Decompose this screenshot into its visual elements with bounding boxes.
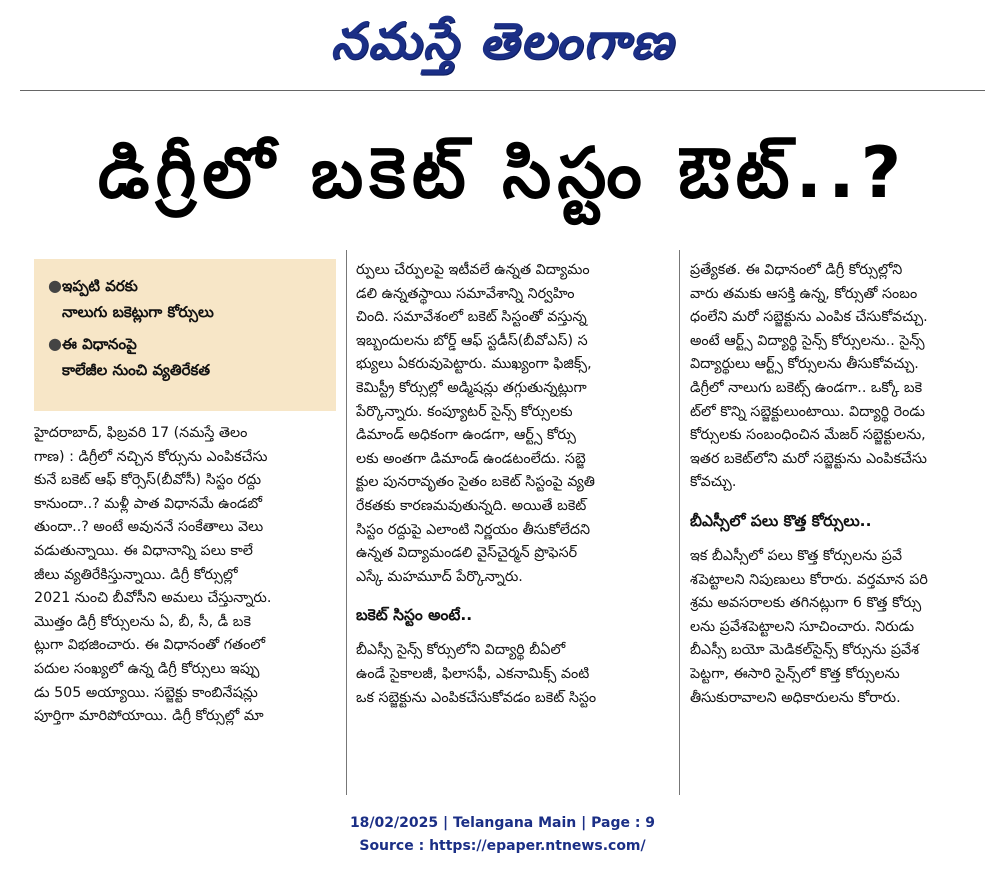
bullet-icon: ● <box>48 334 62 353</box>
body-text-line: కునే బకెట్ ఆఫ్ కోర్సెస్(బీవోసీ) సిస్టం రద్దు <box>34 472 262 489</box>
body-text-line: డు 505 అయ్యాయి. సబ్జెక్టు కాంబినేషన్లు <box>34 684 258 701</box>
body-text-line: బీఎస్సీ బయో మెడికల్‌సైన్స్ కోర్సును ప్రవేశ <box>690 642 920 659</box>
article-column-1 <box>34 422 336 729</box>
masthead-divider <box>20 90 985 91</box>
footer-info: 18/02/2025 | Telangana Main | Page : 9 <box>349 815 656 831</box>
body-text-line: ధంలేని మరో సబ్జెక్టును ఎంపిక చేసుకోవచ్చు. <box>690 309 928 326</box>
body-text-line: చింది. సమావేశంలో బకెట్ సిస్టంతో వస్తున్న <box>356 309 587 326</box>
body-text-line: పూర్తిగా మారిపోయాయి. డిగ్రీ కోర్సుల్లో మా <box>34 708 264 725</box>
body-text-line: ఇబ్బందులను బోర్డ్ ఆఫ్ స్టడీస్(బీవోఎస్) స <box>356 332 588 349</box>
bullet-icon: ● <box>48 276 62 295</box>
body-text-line: కోర్సులకు సంబంధించిన మేజర్ సబ్జెక్టులను, <box>690 427 926 444</box>
body-text-line: తుందా..? అంటే అవుననే సంకేతాలు వెలు <box>34 519 264 536</box>
body-text-line: రేకతకు కారణమవుతున్నది. అయితే బకెట్ <box>356 497 587 514</box>
body-text-line: డలి ఉన్నతస్థాయి సమావేశాన్ని నిర్వహిం <box>356 285 575 302</box>
body-text-line: ఎస్కే మహమూద్ పేర్కొన్నారు. <box>356 568 523 585</box>
highlight-item <box>48 331 326 383</box>
body-text-line: ప్రత్యేకత. ఈ విధానంలో డిగ్రీ కోర్సుల్లోని <box>690 262 903 278</box>
body-text-line: వడుతున్నాయి. ఈ విధానాన్ని పలు కాలే <box>34 542 253 559</box>
body-text-line: 2021 నుంచి బీవోసీని అమలు చేస్తున్నారు. <box>34 590 272 607</box>
body-text-line: ట్‌లో కొన్ని సబ్జెక్టులుంటాయి. విద్యార్థి రెండు <box>690 403 925 420</box>
footer-source: Source : https://epaper.ntnews.com/ <box>359 838 646 854</box>
highlight-line: ఇప్పటి వరకు <box>62 277 138 295</box>
body-text-line: జీలు వ్యతిరేకిస్తున్నాయి. డిగ్రీ కోర్సుల్లో <box>34 566 238 583</box>
body-text-line: కానుందా..? మళ్లీ పాత విధానమే ఉండబో <box>34 495 263 512</box>
body-text-line: ట్లుగా విభజించారు. ఈ విధానంతో గతంలో <box>34 637 266 654</box>
body-text-line: ఉన్నత విద్యామండలి వైస్‌చైర్మన్ ప్రొఫెసర్ <box>356 545 578 562</box>
article-column-3 <box>690 259 972 710</box>
body-text-line: పదుల సంఖ్యలో ఉన్న డిగ్రీ కోర్సులు ఇప్పు <box>34 660 260 677</box>
headline <box>0 110 1005 238</box>
body-text-line: పేర్కొన్నారు. కంప్యూటర్ సైన్స్ కోర్సులకు <box>356 403 573 420</box>
column-divider <box>346 250 347 795</box>
body-text-line: విద్యార్థులు ఆర్ట్స్ కోర్సులను తీసుకోవచ్చు. <box>690 356 919 373</box>
body-text-line: మొత్తం డిగ్రీ కోర్సులను ఏ, బీ, సీ, డీ బకె <box>34 613 251 630</box>
highlight-line: ఈ విధానంపై <box>62 335 137 353</box>
column-divider <box>679 250 680 795</box>
body-text-line: అంటే ఆర్ట్స్ విద్యార్థి సైన్స్ కోర్సులను.. సైన్స్ <box>690 332 925 349</box>
body-text-line: లను ప్రవేశపెట్టాలని సూచించారు. నిరుడు <box>690 618 915 635</box>
body-text-line: వారు తమకు ఆసక్తి ఉన్న, కోర్సుతో సంబం <box>690 285 918 302</box>
body-text-line: డిగ్రీలో నాలుగు బకెట్స్ ఉండగా.. ఒక్కో బకె <box>690 379 923 396</box>
subheading: బీఎస్సీలో పలు కొత్త కోర్సులు.. <box>690 511 872 530</box>
highlight-line: కాలేజీల నుంచి వ్యతిరేకత <box>62 361 210 379</box>
masthead <box>0 0 1005 82</box>
body-text-line: శ్రమ అవసరాలకు తగినట్లుగా 6 కొత్త కోర్సు <box>690 595 922 612</box>
body-text-line: గాణ) : డిగ్రీలో నచ్చిన కోర్సును ఎంపికచేసు <box>34 448 268 465</box>
highlight-item <box>48 273 326 325</box>
body-text-line: శపెట్టాలని నిపుణులు కోరారు. వర్తమాన పరి <box>690 571 928 588</box>
body-text-line: సిస్టం రద్దుపై ఎలాంటి నిర్ణయం తీసుకోలేదని <box>356 521 591 538</box>
highlights-box <box>34 259 336 411</box>
article-column-2 <box>356 259 664 710</box>
highlight-line: నాలుగు బకెట్లుగా కోర్సులు <box>62 303 214 321</box>
body-text-line: భ్యులు ఏకరువుపెట్టారు. ముఖ్యంగా ఫిజిక్స్, <box>356 356 592 373</box>
body-text-line: ఇక బీఎస్సీలో పలు కొత్త కోర్సులను ప్రవే <box>690 547 902 564</box>
body-text-line: కెమిస్ట్రీ కోర్సుల్లో అడ్మిషన్లు తగ్గుతున్నట్లుగా <box>356 379 587 396</box>
headline-text: డిగ్రీలో బకెట్ సిస్టం ఔట్..? <box>97 132 908 215</box>
body-text-line: ఉండే సైకాలజీ, ఫిలాసఫీ, ఎకనామిక్స్ వంటి <box>356 665 590 682</box>
body-text-line: ఇతర బకెట్‌లోని మరో సబ్జెక్టును ఎంపికచేసు <box>690 450 927 467</box>
body-text-line: తీసుకురావాలని అధికారులను కోరారు. <box>690 689 901 706</box>
body-text-line: కోవచ్చు. <box>690 474 737 491</box>
body-text-line: క్టుల పునరావృతం సైతం బకెట్ సిస్టంపై వ్యతి <box>356 474 595 491</box>
body-text-line: హైదరాబాద్, ఫిబ్రవరి 17 (నమస్తే తెలం <box>34 425 248 441</box>
body-text-line: బీఎస్సీ సైన్స్ కోర్సులోని విద్యార్థి బీఏలో <box>356 642 566 659</box>
body-text-line: ఒక సబ్జెక్టును ఎంపికచేసుకోవడం బకెట్ సిస్టం <box>356 689 597 706</box>
body-text-line: లకు అంతగా డిమాండ్ ఉండటంలేదు. సబ్జె <box>356 450 586 467</box>
body-text-line: పెట్టగా, ఈసారి సైన్స్‌లో కొత్త కోర్సులను <box>690 665 900 682</box>
body-text-line: ర్పులు చేర్పులపై ఇటీవలే ఉన్నత విద్యామం <box>356 262 590 278</box>
subheading: బకెట్ సిస్టం అంటే.. <box>356 606 473 625</box>
newspaper-logo: నమస్తే తెలంగాణ <box>330 12 675 70</box>
body-text-line: డిమాండ్ అధికంగా ఉండగా, ఆర్ట్స్ కోర్సు <box>356 427 576 444</box>
